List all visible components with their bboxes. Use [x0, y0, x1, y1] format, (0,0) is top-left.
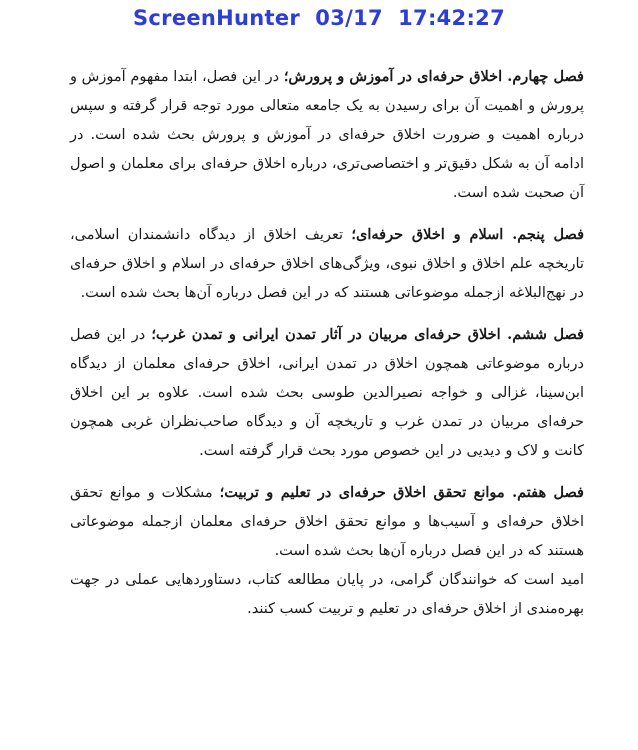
closing-paragraph: امید است که خوانندگان گرامی، در پایان مطالعه کتاب، دستاوردهایی عملی در جهت بهره‌مندی از اخلاق حرفه‌ای در تعلیم و تربیت کسب کنند.	[70, 572, 584, 617]
section-text: مشکلات و موانع تحقق اخلاق حرفه‌ای و آسیب‌ها و موانع تحقق اخلاق حرفه‌ای معلمان ازجمله موضوعاتی هستند که در این فصل درباره آن‌ها بحث شده است.	[70, 485, 584, 559]
section-heading: فصل پنجم. اسلام و اخلاق حرفه‌ای؛	[351, 226, 585, 243]
section-heading: فصل ششم. اخلاق حرفه‌ای مربیان در آثار تمدن ایرانی و تمدن غرب؛	[151, 326, 584, 343]
section-chapter-4	[70, 62, 584, 208]
section-text: در این فصل درباره موضوعاتی همچون اخلاق در تمدن ایرانی، اخلاق حرفه‌ای معلمان از دیدگاه ابن‌سینا، غزالی و خواجه نصیرالدین طوسی بحث شده است. علاوه بر این اخلاق حرفه‌ای مربیان در تمدن غرب و تاریخچه آن و دیدگاه صاحب‌نظران غربی همچون کانت و لاک و دیدیی در این خصوص مورد بحث قرار گرفته است.	[70, 327, 584, 459]
section-chapter-5	[70, 220, 584, 308]
section-chapter-7	[70, 478, 584, 566]
section-text: تعریف اخلاق از دیدگاه دانشمندان اسلامی، تاریخچه علم اخلاق و اخلاق نبوی، ویژگی‌های اخلاق حرفه‌ای در اسلام و اخلاق حرفه‌ای در نهج‌البلاغه ازجمله موضوعاتی هستند که در این فصل درباره آن‌ها بحث شده است.	[70, 227, 584, 301]
section-chapter-6	[70, 320, 584, 466]
screenhunter-timestamp: ScreenHunter 03/17 17:42:27	[132, 6, 505, 30]
section-heading: فصل هفتم. موانع تحقق اخلاق حرفه‌ای در تعلیم و تربیت؛	[219, 484, 584, 501]
section-text: در این فصل، ابتدا مفهوم آموزش و پرورش و اهمیت آن برای رسیدن به یک جامعه متعالی مورد توجه قرار گرفته و سپس درباره اهمیت و ضرورت اخلاق حرفه‌ای در آموزش و پرورش بحث شده است. در ادامه آن به شکل دقیق‌تر و اختصاصی‌تری، درباره اخلاق حرفه‌ای برای معلمان و اصول آن صحبت شده است.	[70, 69, 584, 201]
section-heading: فصل چهارم. اخلاق حرفه‌ای در آموزش و پرورش؛	[283, 68, 584, 85]
document-body	[70, 62, 584, 636]
